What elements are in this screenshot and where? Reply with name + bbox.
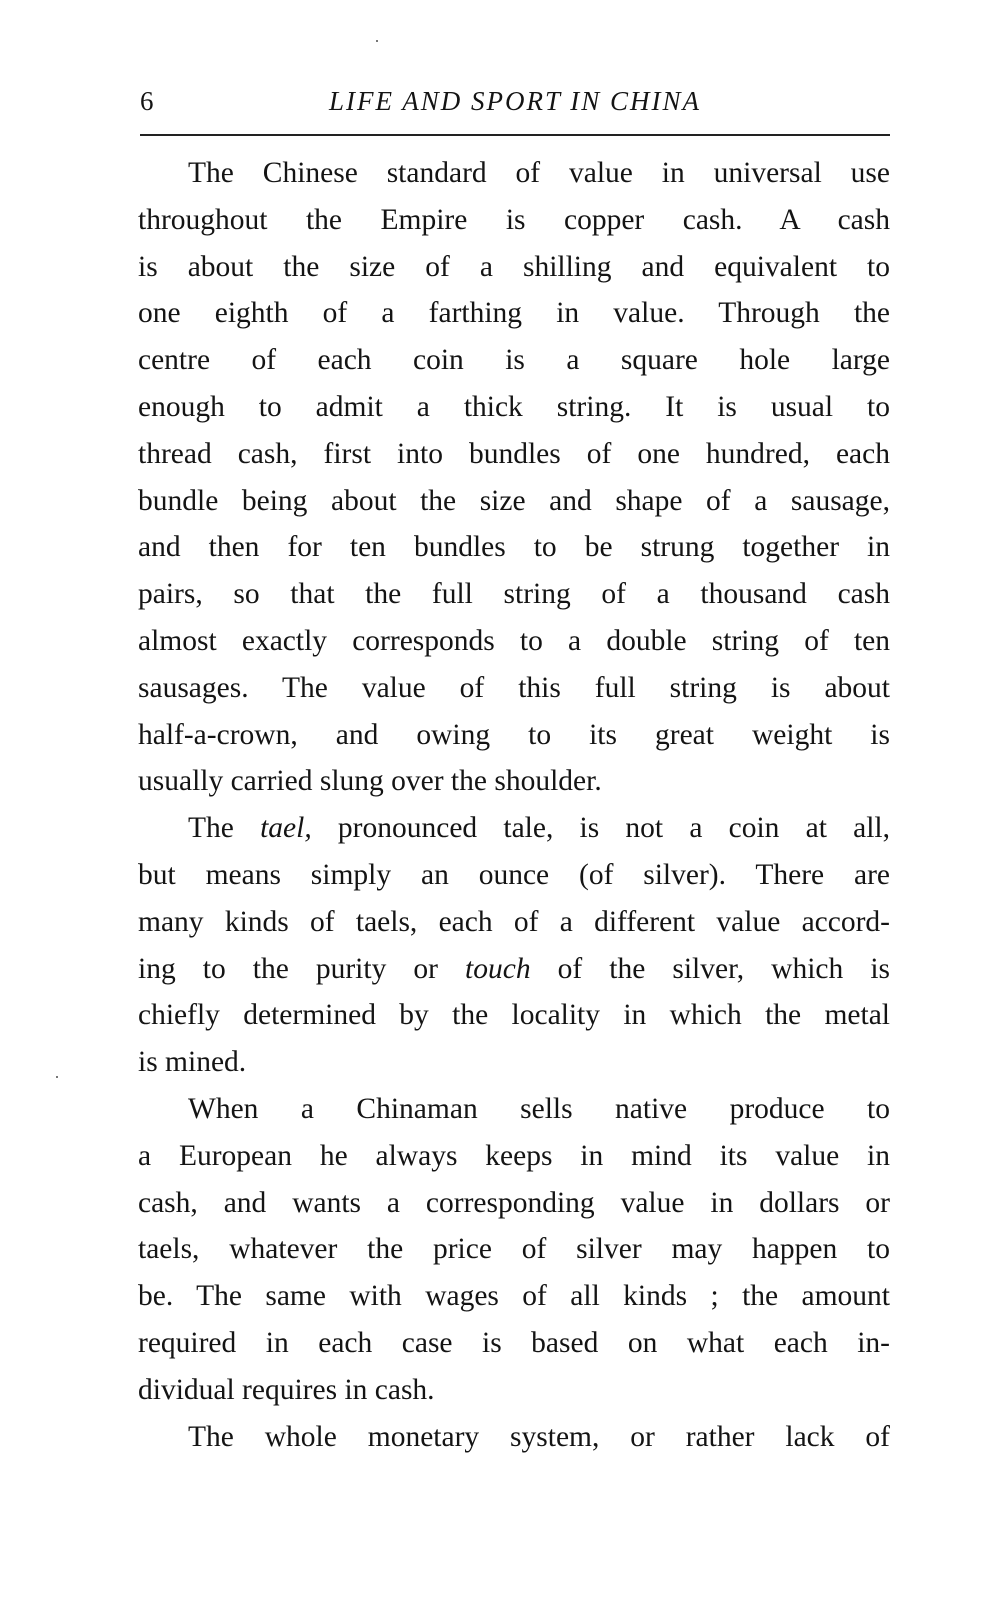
page-number: 6 xyxy=(140,86,154,116)
text-line: cash, and wants a corresponding value in dollars or xyxy=(138,1186,890,1219)
text-line: enough to admit a thick string. It is usual to xyxy=(138,390,890,423)
text-line: is about the size of a shilling and equivalent to xyxy=(138,250,890,283)
running-title: LIFE AND SPORT IN CHINA xyxy=(328,86,702,116)
text-run: pronounced tale, is not a coin at all, xyxy=(311,812,890,845)
text-line: The whole monetary system, or rather lack of xyxy=(188,1420,890,1453)
text-line xyxy=(138,946,890,993)
text-line: almost exactly corresponds to a double string of ten xyxy=(138,624,890,657)
text-line: required in each case is based on what each in- xyxy=(138,1326,890,1359)
text-line: half-a-crown, and owing to its great weight is xyxy=(138,718,890,751)
italic-term-tael: tael, xyxy=(260,812,312,845)
text-line: chiefly determined by the locality in which the metal xyxy=(138,999,890,1032)
text-line: and then for ten bundles to be strung together in xyxy=(138,531,890,564)
text-line: but means simply an ounce (of silver). There are xyxy=(138,858,890,891)
text-line: a European he always keeps in mind its value in xyxy=(138,1139,890,1172)
header-rule xyxy=(140,134,890,136)
text-run: The xyxy=(188,812,261,845)
scan-speck xyxy=(56,1076,58,1078)
body-text xyxy=(138,150,890,1460)
text-line: bundle being about the size and shape of a sausage, xyxy=(138,484,890,517)
text-line: is mined. xyxy=(138,1046,247,1079)
text-line: one eighth of a farthing in value. Through the xyxy=(138,297,890,330)
italic-term-touch: touch xyxy=(465,952,531,985)
text-line: many kinds of taels, each of a different value accord- xyxy=(138,905,890,938)
text-line: pairs, so that the full string of a thousand cash xyxy=(138,578,890,611)
text-run: of the silver, which is xyxy=(530,952,890,985)
text-line: The Chinese standard of value in universal use xyxy=(188,157,890,189)
text-line: throughout the Empire is copper cash. A cash xyxy=(138,203,890,236)
text-line: dividual requires in cash. xyxy=(138,1373,435,1406)
text-line: thread cash, first into bundles of one hundred, each xyxy=(138,437,890,470)
text-line: When a Chinaman sells native produce to xyxy=(188,1092,890,1125)
text-line: sausages. The value of this full string is about xyxy=(138,671,890,704)
text-line: be. The same with wages of all kinds ; the amount xyxy=(138,1280,890,1313)
text-line: taels, whatever the price of silver may happen to xyxy=(138,1233,890,1266)
text-line: usually carried slung over the shoulder. xyxy=(138,765,602,798)
text-line xyxy=(138,805,890,852)
scan-speck xyxy=(376,40,378,42)
text-line: centre of each coin is a square hole large xyxy=(138,344,890,377)
page-header xyxy=(140,86,890,126)
text-run: ing to the purity or xyxy=(138,952,466,985)
